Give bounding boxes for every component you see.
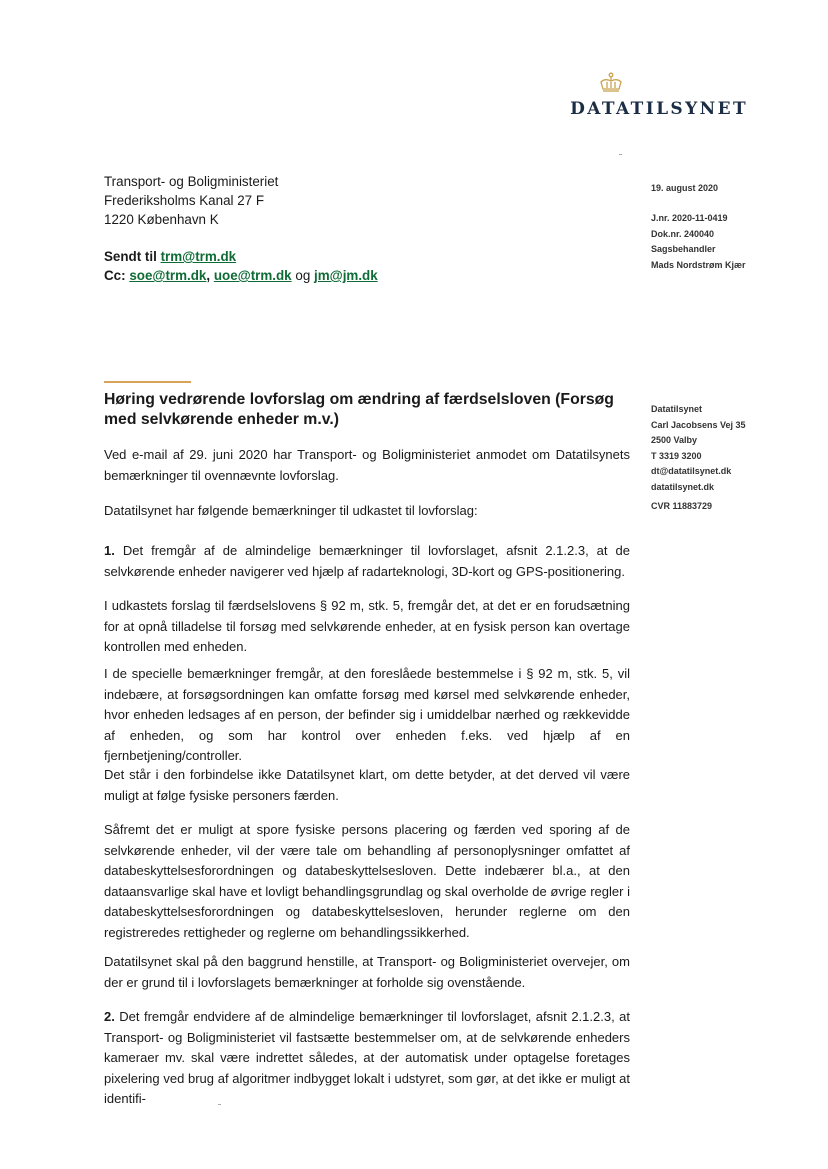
cc-email-link[interactable]: uoe@trm.dk [213, 268, 292, 283]
email-link[interactable]: trm@trm.dk [160, 249, 237, 264]
body-paragraph: Datatilsynet har følgende bemærkninger til udkastet til lovforslag: [104, 503, 478, 518]
document-date: 19. august 2020 [651, 183, 719, 193]
scan-speck [619, 154, 622, 155]
body-paragraph: Det står i den forbindelse ikke Datatilsynet klart, om dette betyder, at det derved vil være muligt at følge fysiske personers færden. [104, 767, 630, 803]
case-meta [651, 211, 746, 273]
sender-city: 2500 Valby [651, 435, 698, 445]
sent-to-block [104, 247, 378, 285]
letter-subject: Høring vedrørende lovforslag om ændring af færdselsloven (Forsøg med selvkørende enheder m.v.) [104, 391, 614, 428]
recipient-address [104, 172, 278, 229]
cc-email-link[interactable]: jm@jm.dk [314, 268, 378, 283]
body-paragraph [104, 541, 630, 582]
handler-name: Mads Nordstrøm Kjær [651, 259, 746, 270]
handler-label: Sagsbehandler [651, 244, 716, 254]
subject-rule [104, 381, 191, 383]
sender-street: Carl Jacobsens Vej 35 [651, 419, 746, 430]
body-paragraph: I de specielle bemærkninger fremgår, at den foreslåede bestemmelse i § 92 m, stk. 5, vil indebære, at forsøgsordningen kan omfatte forsøg med kørsel med selvkørende enheder, hvor enheden ledsages af en person, der befinder sig i umiddelbar nærhed og rækkevidde af enheden, og som har kontrol over enheden f.eks. ved hjælp af en fjernbetjening/controller. [104, 666, 630, 763]
point-text: Det fremgår af de almindelige bemærkninger til lovforslaget, afsnit 2.1.2.3, at de selvkørende enheder navigerer ved hjælp af radarteknologi, 3D-kort og GPS-positionering. [104, 543, 630, 579]
body-paragraph: Såfremt det er muligt at spore fysiske persons placering og færden ved sporing af de selvkørende enheder, vil der være tale om behandling af personoplysninger omfattet af databeskyttelsesforordningen og databeskyttelsesloven. Dette indebærer bl.a., at den dataansvarlige skal have et lovligt behandlingsgrundlag og skal overholde de øvrige regler i databeskyttelsesforordningen og databeskyttelsesloven, herunder reglerne om den registreredes rettigheder og reglerne om behandlingssikkerhed. [104, 822, 630, 940]
sender-phone: T 3319 3200 [651, 450, 702, 461]
recipient-line: Frederiksholms Kanal 27 F [104, 193, 265, 208]
sender-cvr: CVR 11883729 [651, 501, 713, 511]
cc-email-link[interactable]: soe@trm.dk [129, 268, 207, 283]
point-number: 2. [104, 1009, 115, 1024]
cc-line [104, 266, 378, 285]
recipient-line: Transport- og Boligministeriet [104, 174, 279, 189]
sender-web[interactable]: datatilsynet.dk [651, 481, 715, 492]
cc-label: Cc: [104, 268, 126, 283]
scan-speck [218, 1104, 221, 1105]
datatilsynet-logo [548, 72, 748, 122]
document-number: Dok.nr. 240040 [651, 228, 715, 239]
body-paragraph: I udkastets forslag til færdselslovens § 92 m, stk. 5, fremgår det, at det er en forudsætning for at opnå tilladelse til forsøg med selvkørende enheder, at en fysisk person kan overtage kontrollen med enheden. [104, 598, 630, 654]
cc-separator: , [206, 268, 211, 283]
journal-number: J.nr. 2020-11-0419 [651, 213, 728, 223]
sent-to-label: Sendt til [104, 249, 157, 264]
logo-wordmark: DATATILSYNET [570, 99, 748, 119]
cc-and: og [295, 268, 311, 283]
point-text: Det fremgår endvidere af de almindelige bemærkninger til lovforslaget, afsnit 2.1.2.3, at Transport- og Boligministeriet vil fastsætte bestemmelser om, at de selvkørende enheders kameraer mv. skal være indrettet således, at der automatisk under optagelse foretages pixelering ved brug af algoritmer indbygget lokalt i udstyret, som gør, at det ikke er muligt at identifi- [104, 1009, 630, 1106]
sender-address [651, 402, 746, 495]
sender-name: Datatilsynet [651, 404, 703, 414]
body-paragraph [104, 1007, 630, 1110]
body-paragraph: Datatilsynet skal på den baggrund henstille, at Transport- og Boligministeriet overvejer, om der er grund til i lovforslagets bemærkninger at forholde sig ovenstående. [104, 954, 630, 990]
sent-to-line [104, 247, 378, 266]
point-number: 1. [104, 543, 115, 558]
crown-icon [598, 72, 624, 96]
recipient-line: 1220 København K [104, 212, 219, 227]
body-paragraph: Ved e-mail af 29. juni 2020 har Transport- og Boligministeriet anmodet om Datatilsynets bemærkninger til ovennævnte lovforslag. [104, 447, 630, 483]
sender-email[interactable]: dt@datatilsynet.dk [651, 466, 732, 476]
